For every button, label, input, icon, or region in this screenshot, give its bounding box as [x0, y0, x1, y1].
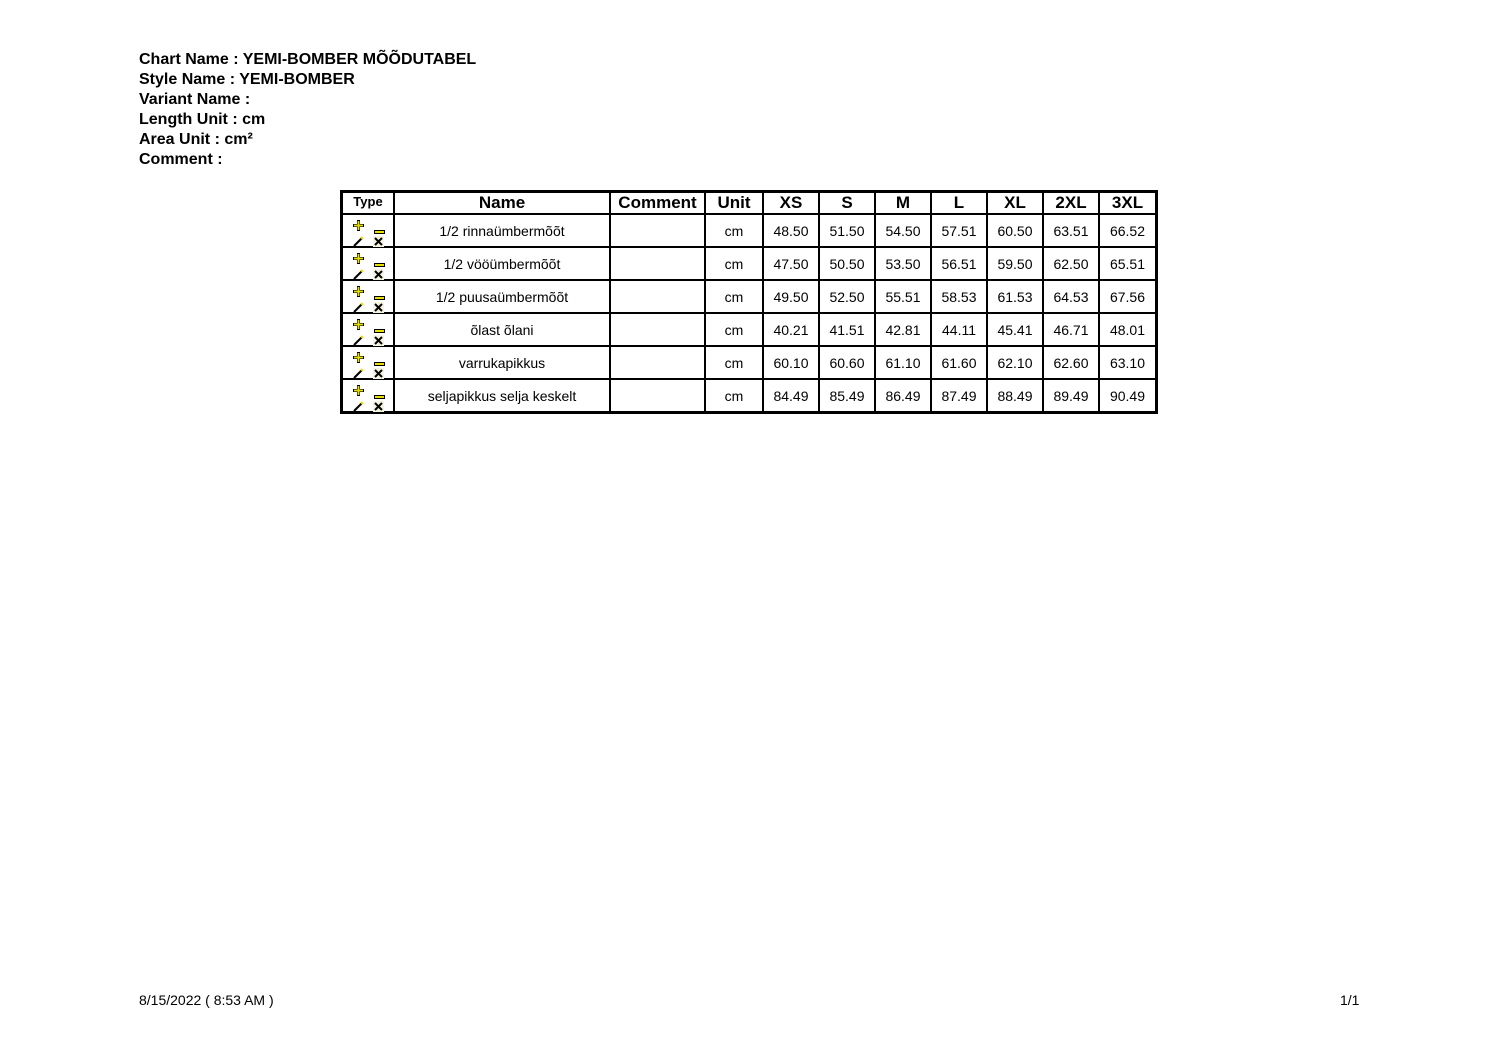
type-cell: [342, 247, 395, 280]
size-value: 57.51: [931, 214, 987, 247]
size-value: 40.21: [763, 313, 819, 346]
measurement-unit: cm: [705, 280, 763, 313]
size-value: 62.60: [1043, 346, 1099, 379]
measurement-unit: cm: [705, 313, 763, 346]
size-value: 52.50: [819, 280, 875, 313]
plus-icon[interactable]: [353, 350, 364, 361]
size-value: 53.50: [875, 247, 931, 280]
measurement-name: 1/2 vööümbermõõt: [394, 247, 610, 280]
column-header-s: S: [819, 192, 875, 215]
chart-name: Chart Name : YEMI-BOMBER MÕÕDUTABEL: [139, 51, 477, 68]
minus-icon[interactable]: [374, 387, 385, 392]
size-chart-table: [340, 190, 1158, 414]
size-value: 46.71: [1043, 313, 1099, 346]
measurement-comment: [610, 313, 705, 346]
type-cell: [342, 280, 395, 313]
column-header-l: L: [931, 192, 987, 215]
edit-icon[interactable]: [353, 366, 364, 377]
table-header-row: [342, 192, 1157, 215]
size-value: 60.50: [987, 214, 1043, 247]
size-value: 87.49: [931, 379, 987, 413]
column-header-xl: XL: [987, 192, 1043, 215]
size-value: 88.49: [987, 379, 1043, 413]
column-header-unit: Unit: [705, 192, 763, 215]
edit-icon[interactable]: [353, 399, 364, 410]
edit-icon[interactable]: [353, 333, 364, 344]
chart-header: [139, 50, 476, 170]
size-value: 48.50: [763, 214, 819, 247]
table-row: [342, 346, 1157, 379]
table-row: [342, 313, 1157, 346]
length-unit: Length Unit : cm: [139, 111, 266, 128]
size-value: 60.60: [819, 346, 875, 379]
measurement-unit: cm: [705, 379, 763, 413]
minus-icon[interactable]: [374, 354, 385, 359]
size-value: 42.81: [875, 313, 931, 346]
delete-icon[interactable]: [373, 333, 384, 344]
size-value: 45.41: [987, 313, 1043, 346]
size-value: 62.50: [1043, 247, 1099, 280]
size-value: 66.52: [1099, 214, 1157, 247]
size-value: 55.51: [875, 280, 931, 313]
measurement-comment: [610, 379, 705, 413]
table-row: [342, 214, 1157, 247]
size-value: 84.49: [763, 379, 819, 413]
delete-icon[interactable]: [373, 234, 384, 245]
plus-icon[interactable]: [353, 251, 364, 262]
size-value: 90.49: [1099, 379, 1157, 413]
page-number: 1/1: [1340, 992, 1360, 1008]
edit-icon[interactable]: [353, 267, 364, 278]
delete-icon[interactable]: [373, 300, 384, 311]
edit-icon[interactable]: [353, 300, 364, 311]
table-row: [342, 280, 1157, 313]
type-cell: [342, 346, 395, 379]
size-value: 47.50: [763, 247, 819, 280]
area-unit: Area Unit : cm²: [139, 131, 253, 148]
measurement-name: 1/2 rinnaümbermõõt: [394, 214, 610, 247]
minus-icon[interactable]: [374, 222, 385, 227]
measurement-comment: [610, 280, 705, 313]
size-value: 89.49: [1043, 379, 1099, 413]
measurement-comment: [610, 214, 705, 247]
size-value: 63.10: [1099, 346, 1157, 379]
plus-icon[interactable]: [353, 317, 364, 328]
comment: Comment :: [139, 151, 223, 168]
column-header-name: Name: [394, 192, 610, 215]
type-cell: [342, 379, 395, 413]
column-header-2xl: 2XL: [1043, 192, 1099, 215]
type-cell: [342, 214, 395, 247]
size-value: 60.10: [763, 346, 819, 379]
measurement-comment: [610, 247, 705, 280]
measurement-unit: cm: [705, 346, 763, 379]
size-value: 44.11: [931, 313, 987, 346]
size-value: 67.56: [1099, 280, 1157, 313]
table-row: [342, 247, 1157, 280]
delete-icon[interactable]: [373, 366, 384, 377]
size-value: 54.50: [875, 214, 931, 247]
measurement-name: õlast õlani: [394, 313, 610, 346]
plus-icon[interactable]: [353, 284, 364, 295]
measurement-name: 1/2 puusaümbermõõt: [394, 280, 610, 313]
measurement-name: seljapikkus selja keskelt: [394, 379, 610, 413]
column-header-type: Type: [342, 192, 395, 215]
measurement-name: varrukapikkus: [394, 346, 610, 379]
column-header-xs: XS: [763, 192, 819, 215]
plus-icon[interactable]: [353, 218, 364, 229]
size-value: 61.60: [931, 346, 987, 379]
edit-icon[interactable]: [353, 234, 364, 245]
delete-icon[interactable]: [373, 267, 384, 278]
size-value: 58.53: [931, 280, 987, 313]
minus-icon[interactable]: [374, 288, 385, 293]
column-header-comment: Comment: [610, 192, 705, 215]
delete-icon[interactable]: [373, 399, 384, 410]
size-value: 59.50: [987, 247, 1043, 280]
size-value: 50.50: [819, 247, 875, 280]
size-value: 56.51: [931, 247, 987, 280]
size-value: 61.53: [987, 280, 1043, 313]
table-row: [342, 379, 1157, 413]
column-header-3xl: 3XL: [1099, 192, 1157, 215]
minus-icon[interactable]: [374, 321, 385, 326]
size-value: 86.49: [875, 379, 931, 413]
measurement-unit: cm: [705, 247, 763, 280]
size-value: 65.51: [1099, 247, 1157, 280]
size-value: 48.01: [1099, 313, 1157, 346]
size-value: 51.50: [819, 214, 875, 247]
print-date: 8/15/2022 ( 8:53 AM ): [139, 992, 274, 1008]
variant-name: Variant Name :: [139, 91, 251, 108]
size-value: 64.53: [1043, 280, 1099, 313]
size-value: 49.50: [763, 280, 819, 313]
minus-icon[interactable]: [374, 255, 385, 260]
style-name: Style Name : YEMI-BOMBER: [139, 71, 355, 88]
size-value: 41.51: [819, 313, 875, 346]
column-header-m: M: [875, 192, 931, 215]
type-cell: [342, 313, 395, 346]
size-value: 63.51: [1043, 214, 1099, 247]
plus-icon[interactable]: [353, 383, 364, 394]
measurement-unit: cm: [705, 214, 763, 247]
size-value: 85.49: [819, 379, 875, 413]
size-value: 62.10: [987, 346, 1043, 379]
size-value: 61.10: [875, 346, 931, 379]
measurement-comment: [610, 346, 705, 379]
